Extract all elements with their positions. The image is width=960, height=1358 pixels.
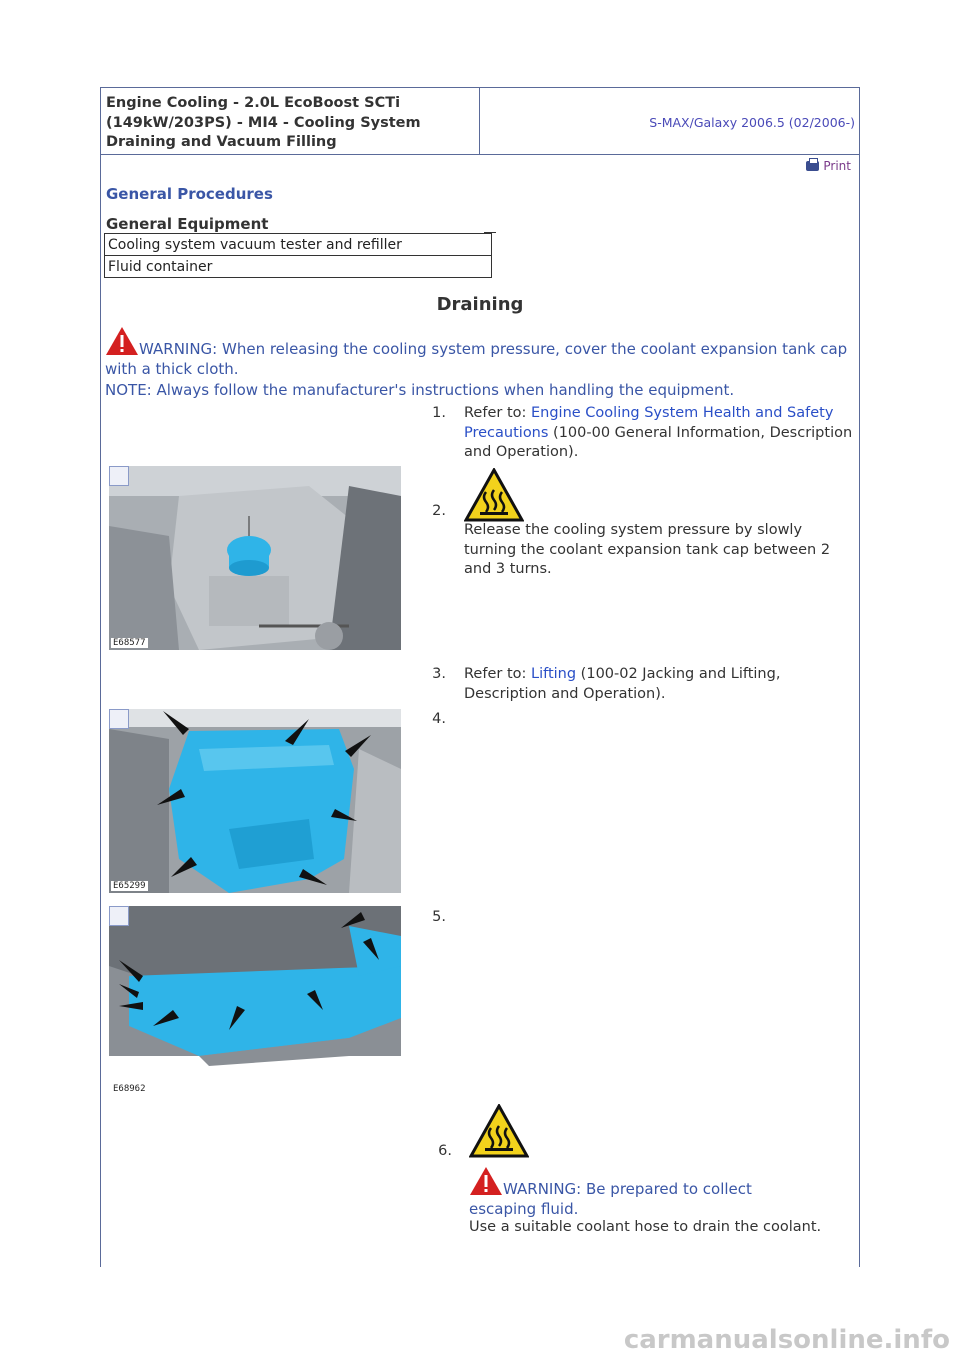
footer-watermark: carmanualsonline.info — [623, 1325, 950, 1355]
zoom-icon[interactable] — [109, 466, 129, 486]
warning — [105, 326, 850, 379]
step-text — [464, 404, 854, 463]
front-shield-illustration — [109, 906, 401, 1096]
step-prefix: Refer to: — [464, 405, 531, 421]
image-label: E65299 — [113, 881, 146, 891]
step-6-warning — [469, 1166, 799, 1219]
print-label: Print — [823, 159, 851, 173]
header-title-line: Draining and Vacuum Filling — [106, 134, 337, 150]
image-label: E68962 — [113, 1084, 146, 1094]
note-text: NOTE: Always follow the manufacturer's instructions when handling the equipment. — [105, 381, 735, 399]
step-2-image[interactable] — [109, 466, 401, 650]
zoom-icon[interactable] — [109, 709, 129, 729]
section-title: General Procedures — [106, 185, 273, 203]
equipment-title: General Equipment — [106, 215, 269, 233]
health-safety-link[interactable]: Engine Cooling System Health and Safety Precautions — [464, 405, 834, 441]
header-title — [101, 88, 480, 154]
hot-surface-icon — [464, 468, 524, 529]
model-label: S-MAX/Galaxy 2006.5 (02/2006-) — [649, 115, 855, 130]
warning-icon — [469, 1166, 503, 1196]
equipment-item: Cooling system vacuum tester and refiller — [105, 234, 492, 256]
step-text: Release the cooling system pressure by slowly turning the coolant expansion tank cap between 2 and 3 turns. — [464, 522, 831, 577]
table-row — [105, 256, 492, 278]
step-number: 3. — [432, 666, 446, 682]
document-frame — [100, 87, 860, 1267]
equipment-item: Fluid container — [105, 256, 492, 278]
zoom-icon[interactable] — [109, 906, 129, 926]
step-text: Use a suitable coolant hose to drain the coolant. — [469, 1219, 822, 1235]
step-4-image[interactable] — [109, 709, 401, 893]
printer-icon — [806, 161, 819, 171]
step-number: 5. — [432, 909, 446, 925]
warning-text: WARNING: When releasing the cooling system pressure, cover the coolant expansion tank cap with a thick cloth. — [105, 340, 848, 378]
step-number: 6. — [438, 1143, 452, 1159]
step-number: 1. — [432, 405, 446, 421]
header-title-line: (149kW/203PS) - MI4 - Cooling System — [106, 114, 421, 131]
header — [101, 88, 859, 155]
step-5-image[interactable] — [109, 906, 401, 1096]
step-number: 4. — [432, 711, 446, 727]
warning-text: WARNING: Be prepared to collect escaping fluid. — [469, 1180, 752, 1218]
draining-title: Draining — [436, 294, 524, 315]
print-button[interactable] — [806, 159, 851, 173]
header-title-line: Engine Cooling - 2.0L EcoBoost SCTi — [106, 95, 401, 111]
lifting-link[interactable]: Lifting — [531, 666, 577, 682]
step-prefix: Refer to: — [464, 666, 531, 682]
step-text — [464, 665, 854, 704]
step-suffix: (100-02 Jacking and Lifting, Description and Operation). — [464, 666, 781, 702]
image-label: E68577 — [113, 638, 146, 648]
hot-surface-icon — [469, 1104, 529, 1165]
step-suffix: (100-00 General Information, Description and Operation). — [464, 424, 853, 460]
warning-icon — [105, 326, 139, 356]
engine-bay-illustration — [109, 466, 401, 650]
undertray-illustration — [109, 709, 401, 893]
equipment-table — [104, 233, 492, 278]
table-row — [105, 234, 492, 256]
step-number: 2. — [432, 503, 446, 519]
